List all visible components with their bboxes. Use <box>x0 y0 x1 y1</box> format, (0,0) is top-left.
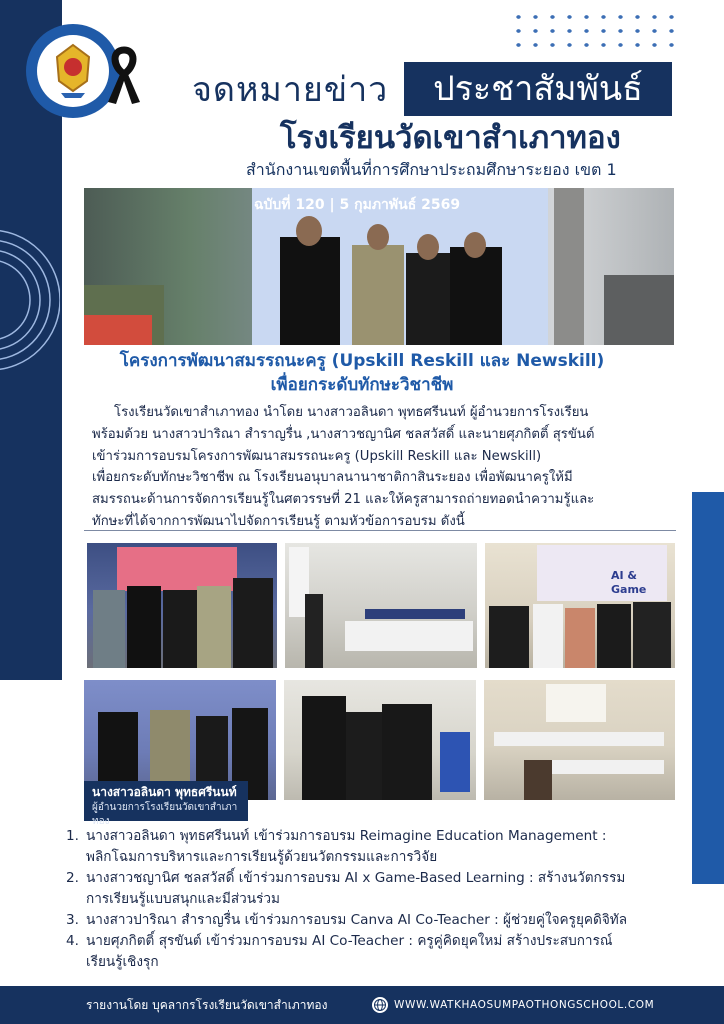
list-number: 2. <box>66 870 79 886</box>
gallery-photo <box>284 680 476 800</box>
gallery-photo <box>87 543 277 668</box>
list-line: นางสาวชญานิศ ชลสวัสดิ์ เข้าร่วมการอบรม AI x Game-Based Learning : สร้างนวัตกรรม <box>86 870 626 886</box>
project-title: โครงการพัฒนาสมรรถนะครู (Upskill Reskill และ Newskill) <box>119 351 605 371</box>
newsletter-label: จดหมายข่าว <box>192 70 389 110</box>
director-name: นางสาวอลินดา พุทธศรีนนท์ <box>92 785 237 799</box>
school-emblem-icon <box>43 41 103 101</box>
director-position: ผู้อำนวยการโรงเรียนวัดเขาสำเภาทอง <box>92 802 238 827</box>
gallery-photo <box>485 543 675 668</box>
description-line: เข้าร่วมการอบรมโครงการพัฒนาสมรรถนะครู (Upskill Reskill และ Newskill) <box>92 448 542 464</box>
project-description <box>92 402 682 533</box>
gallery-photo <box>484 680 675 800</box>
list-number: 4. <box>66 933 79 949</box>
board-text: AI & Game <box>611 569 647 596</box>
director-caption <box>84 781 248 827</box>
description-line: พร้อมด้วย นางสาวปาริณา สำราญรื่น ,นางสาวชญานิศ ชลสวัสดิ์ และนายศุภกิตติ์ สุรขันต์ <box>92 426 595 442</box>
mourning-ribbon-icon <box>104 44 144 106</box>
description-line: ทักษะที่ได้จากการพัฒนาไปจัดการเรียนรู้ ตามหัวข้อการอบรม ดังนี้ <box>92 513 465 529</box>
school-name: โรงเรียนวัดเขาสำเภาทอง <box>280 120 621 156</box>
right-accent-bar <box>692 492 724 884</box>
description-line: เพื่อยกระดับทักษะวิชาชีพ ณ โรงเรียนอนุบาลนานาชาติกาสินระยอง เพื่อพัฒนาครูให้มี <box>92 470 573 486</box>
list-line: นายศุภกิตติ์ สุรขันต์ เข้าร่วมการอบรม AI Co-Teacher : ครูคู่คิดยุคใหม่ สร้างประสบการณ์ <box>86 933 613 949</box>
issue-info: ฉบับที่ 120 | 5 กุมภาพันธ์ 2569 <box>254 197 461 213</box>
website-link[interactable]: WWW.WATKHAOSUMPAOTHONGSCHOOL.COM <box>394 999 655 1011</box>
training-list <box>66 826 686 973</box>
list-line: การเรียนรู้แบบสนุกและมีส่วนร่วม <box>86 891 280 907</box>
list-number: 3. <box>66 912 79 928</box>
list-item <box>66 826 686 868</box>
list-item <box>66 931 686 973</box>
list-item <box>66 910 686 931</box>
reporter-credit: รายงานโดย บุคลากรโรงเรียนวัดเขาสำเภาทอง <box>86 998 328 1012</box>
divider <box>84 530 676 531</box>
list-line: นางสาวปาริณา สำราญรื่น เข้าร่วมการอบรม Canva AI Co-Teacher : ผู้ช่วยคู่ใจครูยุคดิจิทัล <box>86 912 628 928</box>
list-line: พลิกโฉมการบริหารและการเรียนรู้ด้วยนวัตกรรมและการวิจัย <box>86 849 438 865</box>
list-item <box>66 868 686 910</box>
globe-icon <box>372 997 388 1013</box>
office-name: สำนักงานเขตพื้นที่การศึกษาประถมศึกษาระยอง เขต 1 <box>246 160 617 179</box>
dot-pattern <box>510 10 680 50</box>
pr-label: ประชาสัมพันธ์ <box>404 62 672 116</box>
description-line: โรงเรียนวัดเขาสำเภาทอง นำโดย นางสาวอลินดา พุทธศรีนนท์ ผู้อำนวยการโรงเรียน <box>114 405 589 420</box>
gallery-photo <box>285 543 477 668</box>
list-line: เรียนรู้เชิงรุก <box>86 954 159 970</box>
project-subtitle: เพื่อยกระดับทักษะวิชาชีพ <box>270 375 454 395</box>
description-line: สมรรถนะด้านการจัดการเรียนรู้ในศตวรรษที่ 21 และให้ครูสามารถถ่ายทอดนำความรู้และ <box>92 492 595 508</box>
list-number: 1. <box>66 828 79 844</box>
list-line: นางสาวอลินดา พุทธศรีนนท์ เข้าร่วมการอบรม Reimagine Education Management : <box>86 828 607 844</box>
